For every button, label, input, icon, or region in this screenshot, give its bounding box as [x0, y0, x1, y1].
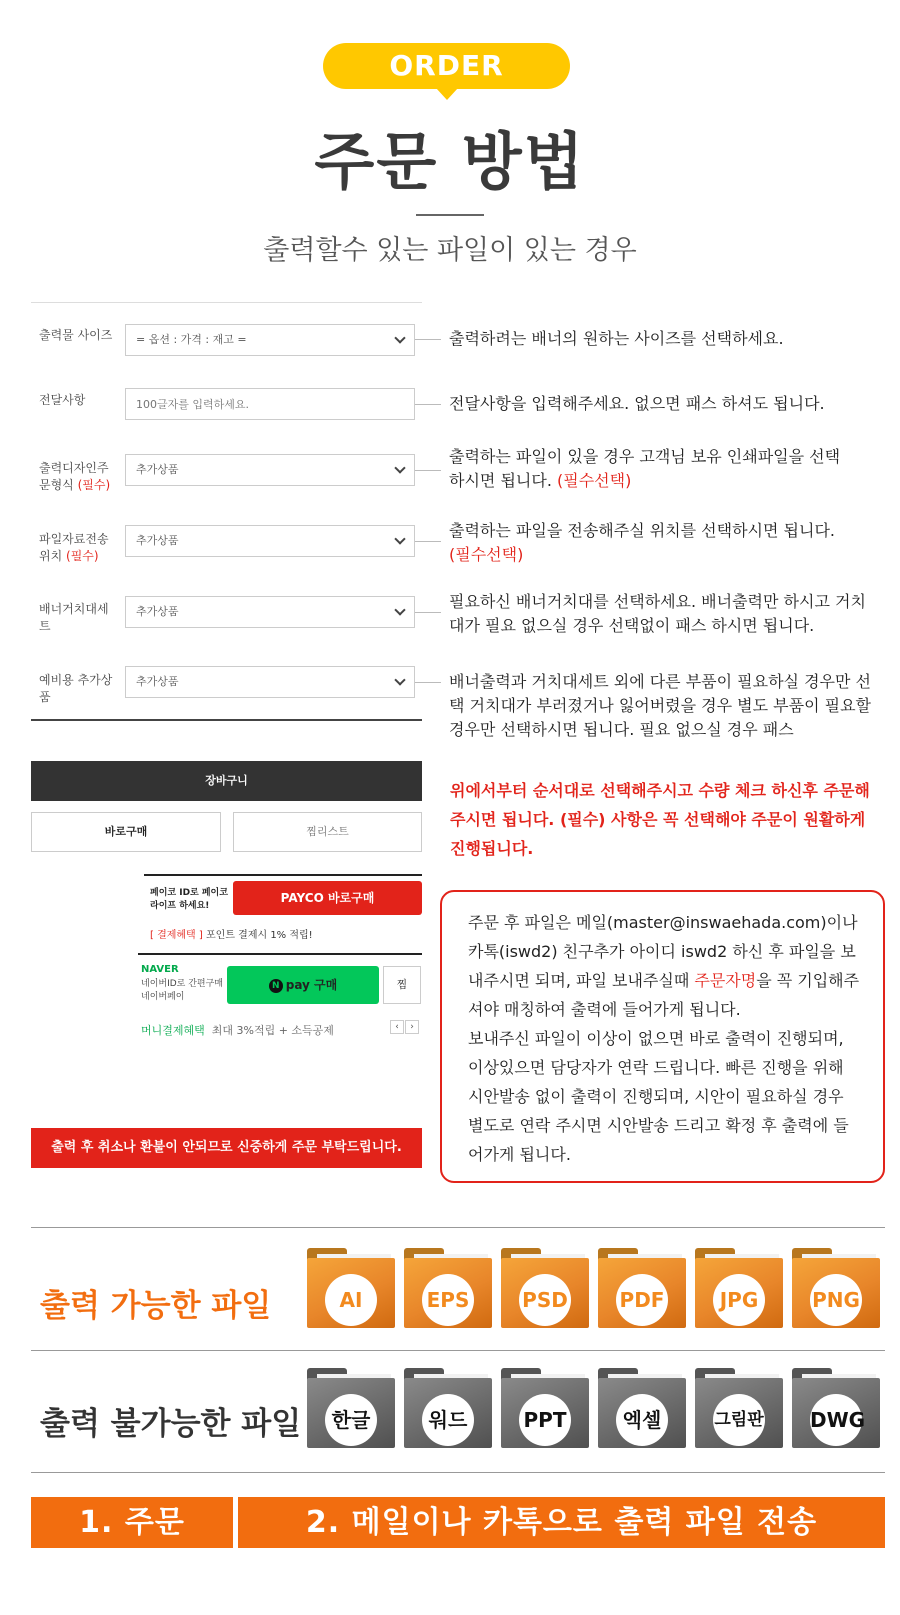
design-type-select-value: 추가상품	[136, 463, 179, 476]
field-label-file-location: 파일자료전송위치 (필수)	[39, 532, 109, 563]
form-top-divider	[31, 302, 422, 303]
orderer-name-highlight: 주문자명	[694, 971, 757, 990]
folder-icon	[695, 1248, 783, 1328]
cart-button[interactable]: 장바구니	[31, 761, 422, 801]
section-divider	[31, 1350, 885, 1351]
chevron-down-icon	[394, 462, 405, 473]
folder-icon	[792, 1248, 880, 1328]
order-badge-pointer	[436, 88, 458, 100]
connector-line	[415, 339, 441, 340]
file-type-dwg: DWG	[810, 1394, 862, 1446]
wishlist-button[interactable]: 찜리스트	[233, 812, 422, 852]
naver-divider	[138, 953, 422, 955]
field-desc-design-type: 출력하는 파일이 있을 경우 고객님 보유 인쇄파일을 선택 하시면 됩니다. (필수선택)	[449, 447, 841, 490]
payco-divider	[144, 874, 422, 876]
page-title: 주문 방법	[314, 125, 586, 198]
design-type-select[interactable]	[125, 454, 415, 486]
connector-line	[415, 682, 441, 683]
impossible-files-label: 출력 불가능한 파일	[40, 1406, 302, 1442]
connector-line	[415, 541, 441, 542]
step-send-file: 2. 메일이나 카톡으로 출력 파일 전송	[238, 1497, 885, 1548]
connector-line	[415, 404, 441, 405]
field-desc-banner-stand: 필요하신 배너거치대를 선택하세요. 배너출력만 하시고 거치대가 필요 없으실 경우 선택없이 패스 하시면 됩니다.	[449, 592, 866, 635]
field-label-spare-parts: 예비용 추가상품	[39, 673, 113, 704]
file-type-png: PNG	[810, 1274, 862, 1326]
step-order: 1. 주문	[31, 1497, 233, 1548]
file-type-psd: PSD	[519, 1274, 571, 1326]
title-divider	[416, 214, 484, 216]
form-bottom-divider	[31, 719, 422, 721]
order-instruction: 위에서부터 순서대로 선택해주시고 수량 체크 하신후 주문해주시면 됩니다. (필수) 사항은 꼭 선택해야 주문이 원활하게 진행됩니다.	[450, 781, 870, 858]
naver-money-benefit: 머니결제혜택 최대 3%적립 + 소득공제	[141, 1024, 334, 1037]
file-type-paint: 그림판	[713, 1394, 765, 1446]
message-input[interactable]	[125, 388, 415, 420]
file-type-ai: AI	[325, 1274, 377, 1326]
page-subtitle: 출력할수 있는 파일이 있는 경우	[263, 235, 637, 266]
spare-parts-select[interactable]	[125, 666, 415, 698]
folder-icon	[792, 1368, 880, 1448]
size-select[interactable]	[125, 324, 415, 356]
possible-files-label: 출력 가능한 파일	[40, 1288, 272, 1324]
payco-benefit: [ 결제혜택 ] 포인트 결제시 1% 적립!	[150, 930, 313, 941]
section-divider	[31, 1227, 885, 1228]
file-location-select-value: 추가상품	[136, 534, 179, 547]
order-badge: ORDER	[323, 43, 570, 89]
naver-promo-text: 네이버ID로 간편구매 네이버페이	[141, 979, 223, 1002]
folder-icon	[598, 1248, 686, 1328]
field-desc-message: 전달사항을 입력해주세요. 없으면 패스 하셔도 됩니다.	[449, 394, 825, 413]
folder-icon	[307, 1368, 395, 1448]
spare-parts-select-value: 추가상품	[136, 675, 179, 688]
required-mark: (필수)	[66, 549, 99, 563]
payco-promo-text: 페이코 ID로 페이코 라이프 하세요!	[150, 888, 228, 911]
field-label-message: 전달사항	[39, 393, 86, 407]
field-label-size: 출력물 사이즈	[39, 328, 113, 342]
chevron-left-icon[interactable]: ‹	[390, 1020, 404, 1034]
npay-icon: N	[269, 979, 283, 993]
section-divider	[31, 1472, 885, 1473]
field-desc-spare-parts: 배너출력과 거치대세트 외에 다른 부품이 필요하실 경우만 선택 거치대가 부러졌거나 잃어버렸을 경우 별도 부품이 필요할 경우만 선택하시면 됩니다. 필요 없으실 경우 패스	[449, 672, 872, 739]
chevron-down-icon	[394, 332, 405, 343]
field-desc-size: 출력하려는 배너의 원하는 사이즈를 선택하세요.	[449, 329, 784, 348]
folder-icon	[695, 1368, 783, 1448]
naver-pay-button[interactable]: N pay 구매	[227, 966, 379, 1004]
file-type-word: 워드	[422, 1394, 474, 1446]
buy-now-button[interactable]: 바로구매	[31, 812, 221, 852]
banner-stand-select[interactable]	[125, 596, 415, 628]
folder-icon	[501, 1248, 589, 1328]
chevron-down-icon	[394, 604, 405, 615]
folder-icon	[501, 1368, 589, 1448]
size-select-value: = 옵션 : 가격 : 재고 =	[136, 333, 247, 346]
chevron-right-icon[interactable]: ›	[405, 1020, 419, 1034]
chevron-down-icon	[394, 533, 405, 544]
file-type-pdf: PDF	[616, 1274, 668, 1326]
banner-stand-select-value: 추가상품	[136, 605, 179, 618]
file-type-excel: 엑셀	[616, 1394, 668, 1446]
required-mark: (필수)	[77, 478, 111, 492]
folder-icon	[598, 1368, 686, 1448]
field-desc-file-location: 출력하는 파일을 전송해주실 위치를 선택하시면 됩니다. (필수선택)	[449, 521, 836, 564]
file-type-ppt: PPT	[519, 1394, 571, 1446]
naver-wish-button[interactable]: 찜	[383, 966, 421, 1004]
chevron-down-icon	[394, 674, 405, 685]
payco-buy-button[interactable]: PAYCO 바로구매	[233, 881, 422, 915]
file-type-hangul: 한글	[325, 1394, 377, 1446]
refund-warning-banner: 출력 후 취소나 환불이 안되므로 신중하게 주문 부탁드립니다.	[31, 1128, 422, 1168]
connector-line	[415, 470, 441, 471]
file-send-note: 주문 후 파일은 메일(master@inswaehada.com)이나 카톡(iswd2) 친구추가 아이디 iswd2 하신 후 파일을 보내주시면 되며, 파일 보내주실때 주문자명을 꼭 기입해주셔야 매칭하여 출력에 들어가게 됩니다. 보내주신 파일이 이상이 없으면 바로 출력이 진행되며, 이상있으면 담당자가 연락 드립니다. 빠른 진행을 위해 시안발송 없이 출력이 진행되며, 시안이 필요하실 경우 별도로 연락 주시면 시안발송 드리고 확정 후 출력에 들어가게 됩니다.	[440, 890, 885, 1183]
field-label-design-type: 출력디자인주문형식 (필수)	[39, 461, 111, 492]
field-label-banner-stand: 배너거치대세트	[39, 602, 109, 633]
naver-logo: NAVER	[141, 964, 179, 975]
folder-icon	[404, 1248, 492, 1328]
file-type-eps: EPS	[422, 1274, 474, 1326]
folder-icon	[404, 1368, 492, 1448]
file-type-jpg: JPG	[713, 1274, 765, 1326]
file-location-select[interactable]	[125, 525, 415, 557]
folder-icon	[307, 1248, 395, 1328]
connector-line	[415, 612, 441, 613]
